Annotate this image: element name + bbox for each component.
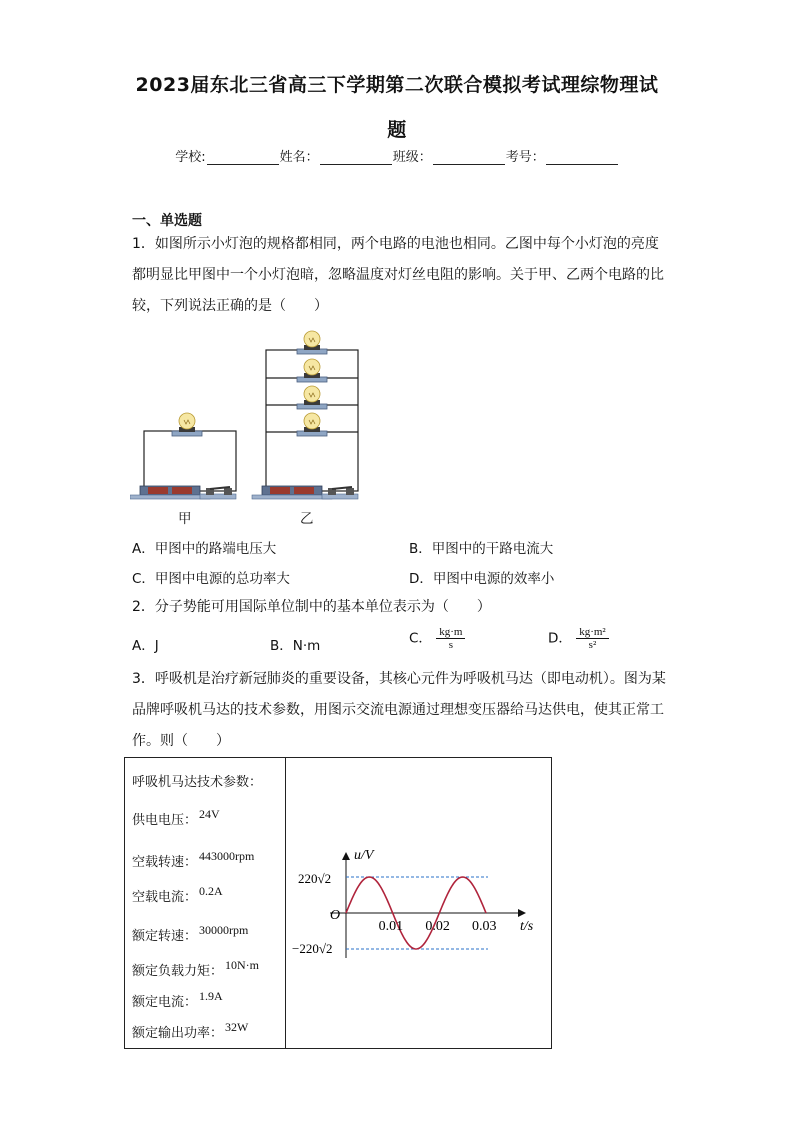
x-tick-label: 0.02	[425, 919, 450, 934]
question-3-stem	[132, 664, 672, 757]
q2-option-c-fraction	[436, 626, 465, 651]
section-heading: 一、单选题	[132, 213, 202, 229]
fraction-denominator: s	[448, 639, 453, 651]
spec-value: 24V	[199, 807, 220, 821]
spec-row-rated-current	[132, 991, 223, 1010]
q1-option-b[interactable]: B．甲图中的干路电流大	[409, 541, 554, 557]
student-info-row	[0, 146, 794, 165]
q2-option-d[interactable]	[548, 626, 609, 651]
spec-value: 10N·m	[225, 958, 260, 972]
spec-label: 空载电流：	[132, 890, 198, 905]
q2-option-c-label: C．	[409, 630, 432, 647]
switch-icon	[200, 487, 236, 499]
q2-option-d-label: D．	[548, 630, 572, 647]
spec-row-noload-speed	[132, 851, 254, 870]
q1-line-1: 1．如图所示小灯泡的规格都相同，两个电路的电池也相同。乙图中每个小灯泡的亮度	[132, 236, 659, 252]
y-min-label: −220√2	[292, 941, 333, 956]
spec-label: 额定电流：	[132, 995, 198, 1010]
y-max-label: 220√2	[298, 871, 332, 886]
name-field[interactable]	[320, 151, 392, 165]
q3-line-3: 作。则（ ）	[132, 733, 230, 749]
circuit-figure	[130, 325, 370, 525]
x-axis-arrow-icon	[518, 909, 526, 917]
q2-option-d-fraction	[576, 626, 609, 651]
page-title-cont: 题	[387, 119, 407, 141]
spec-value: 30000rpm	[199, 923, 249, 937]
q1-option-c[interactable]: C．甲图中电源的总功率大	[132, 571, 290, 587]
ac-voltage-graph	[290, 840, 545, 965]
question-1-stem	[132, 229, 672, 322]
spec-row-noload-current	[132, 886, 223, 905]
q2-option-b[interactable]: B．N·m	[270, 638, 321, 654]
spec-value: 32W	[225, 1020, 249, 1034]
class-field[interactable]	[433, 151, 505, 165]
circuit-yi	[252, 331, 358, 499]
spec-row-rated-torque	[132, 960, 259, 979]
figure-label-yi: 乙	[300, 511, 314, 527]
q3-line-1: 3．呼吸机是治疗新冠肺炎的重要设备，其核心元件为呼吸机马达（即电动机）。图为某	[132, 671, 666, 687]
spec-row-voltage	[132, 809, 220, 828]
q3-line-2: 品牌呼吸机马达的技术参数，用图示交流电源通过理想变压器给马达供电，使其正常工	[132, 702, 664, 718]
spec-label: 空载转速：	[132, 855, 198, 870]
class-label: 班级：	[392, 150, 432, 165]
figure-label-jia: 甲	[178, 511, 192, 527]
spec-label: 供电电压：	[132, 813, 198, 828]
q1-option-a[interactable]: A．甲图中的路端电压大	[132, 541, 277, 557]
bulb-icon	[172, 413, 202, 436]
spec-value: 0.2A	[199, 884, 223, 898]
x-tick-label: 0.01	[378, 919, 404, 934]
spec-value: 1.9A	[199, 989, 223, 1003]
q1-line-3: 较，下列说法正确的是（ ）	[132, 298, 328, 314]
exam-number-label: 考号：	[505, 150, 545, 165]
spec-row-rated-speed	[132, 925, 248, 944]
y-axis-label: u/V	[354, 848, 374, 863]
name-label: 姓名：	[279, 150, 319, 165]
question-2-stem: 2．分子势能可用国际单位制中的基本单位表示为（ ）	[132, 599, 491, 615]
school-label: 学校:	[175, 150, 206, 165]
battery-icon	[130, 486, 210, 499]
x-axis-label: t/s	[520, 919, 534, 934]
spec-value: 443000rpm	[199, 849, 255, 863]
q2-option-a[interactable]: A．J	[132, 638, 159, 654]
fraction-denominator: s²	[588, 639, 597, 651]
spec-row-rated-power	[132, 1022, 248, 1041]
q1-option-d[interactable]: D．甲图中电源的效率小	[409, 571, 555, 587]
spec-label: 额定转速：	[132, 929, 198, 944]
fraction-numerator: kg·m	[436, 626, 465, 639]
fraction-numerator: kg·m²	[576, 626, 609, 639]
spec-label: 额定输出功率：	[132, 1026, 224, 1041]
x-tick-label: 0.03	[472, 919, 497, 934]
school-field[interactable]	[207, 151, 279, 165]
q2-option-c[interactable]	[409, 626, 465, 651]
page-title: 2023届东北三省高三下学期第二次联合模拟考试理综物理试	[135, 74, 659, 96]
spec-label: 额定负载力矩：	[132, 964, 224, 979]
y-axis-arrow-icon	[342, 852, 350, 860]
q1-line-2: 都明显比甲图中一个小灯泡暗，忽略温度对灯丝电阻的影响。关于甲、乙两个电路的比	[132, 267, 664, 283]
circuit-jia	[130, 413, 236, 499]
spec-title: 呼吸机马达技术参数：	[132, 775, 263, 790]
origin-label: O	[330, 908, 341, 923]
exam-number-field[interactable]	[546, 151, 618, 165]
